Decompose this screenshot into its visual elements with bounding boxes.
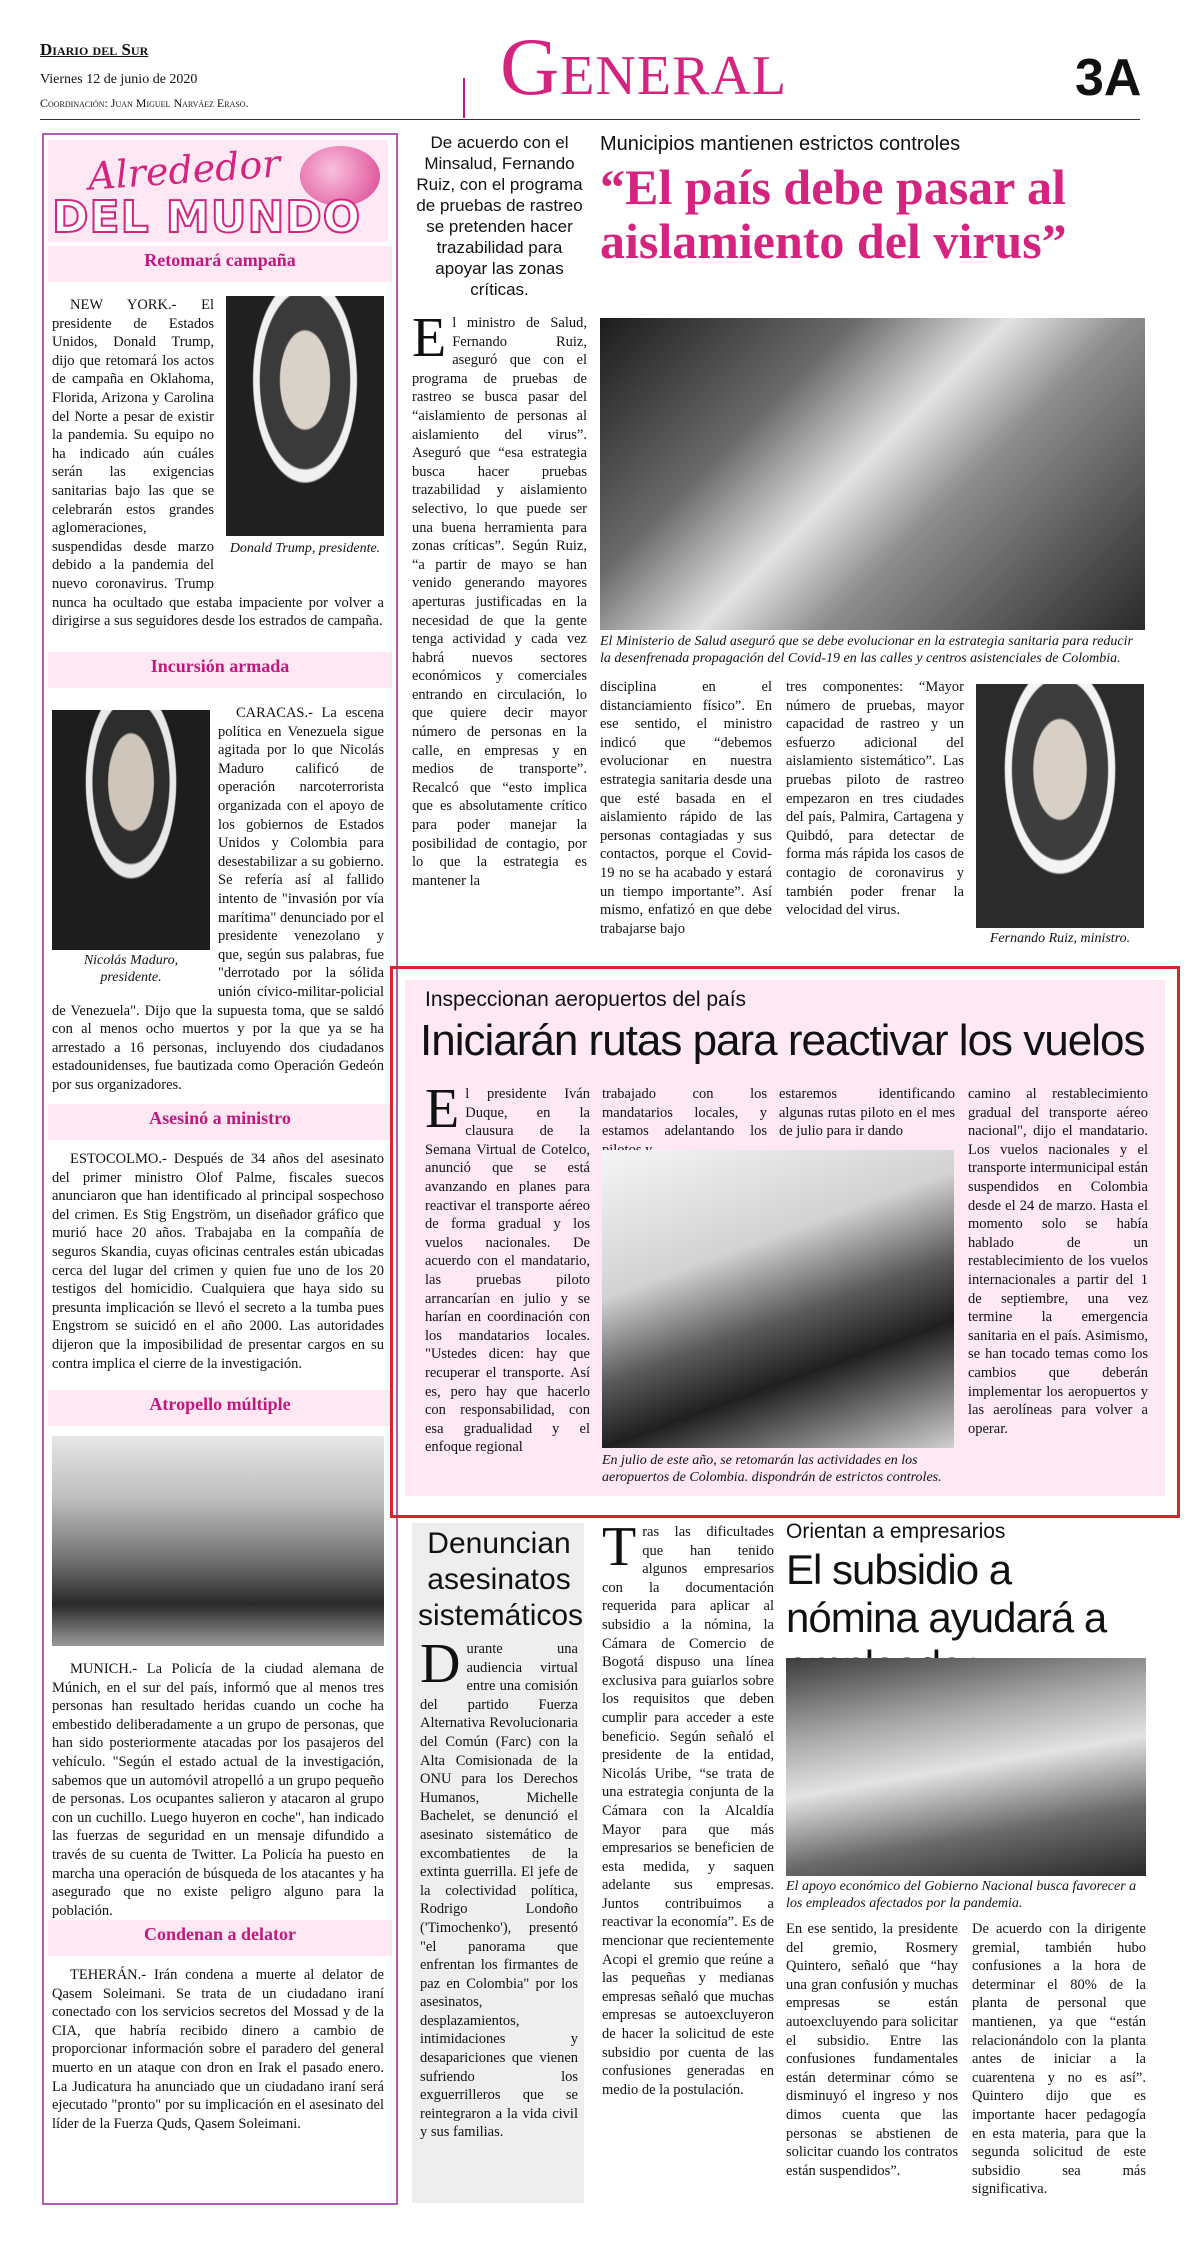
payroll-body-col1: Tras las dificultades que han tenido algunos empresarios con la documentación requerida para aplicar al subsidio a la nómina, la Cámara de Comercio de Bogotá dispuso una línea exclusiva para guiarlos sobre los requisitos que deben cumplir para acceder a este beneficio. Según señaló el presidente de la entidad, Nicolás Uribe, “se trata de una estrategia conjunta de la Cámara con la Alcaldía Mayor para que más empresarios se beneficien de esta medida, y saquen adelante sus empresas. Juntos contribuimos a reactivar la economía”. Es de mencionar que recientemente Acopi el gremio que reúne a las pequeñas y medianas empresas señaló que muchas empresas se autoexcluyeron de hacer la solicitud de este subsidio por cuenta de las confusiones generadas en medio de la postulación. <box>602 1516 774 2098</box>
story-body: ESTOCOLMO.- Después de 34 años del asesinato del primer ministro Olof Palme, fiscales suecos anunciaron que han identificado al principal sospechoso del crimen. Es Stig Engström, un diseñador gráfico que murió hace 20 años. Trabajaba en la compañía de seguros Skandia, cuyas oficinas centrales están ubicadas cerca del lugar del crimen y quien fue uno de los 20 testigos del homicidio. Cualquiera que haya sido su presunta implicación se llevó el secreto a la tumba pues Engstrom se suicidó en el año 2000. Las autoridades dijeron que la imposibilidad de presentar cargos en su contra implica el cierre de la investigación. <box>52 1151 384 1372</box>
drop-cap: T <box>602 1516 637 1578</box>
lead-body-col1: El ministro de Salud, Fernando Ruiz, aseguró que con el programa de pruebas de rastreo se busca pasar del “aislamiento de personas al aislamiento del virus”. Aseguró que “esa estrategia busca hacer pruebas trazabilidad y aislamiento selectivo, lo que puede ser una buena herramienta para zonas críticas”. Según Ruiz, “a partir de mayo se han venido generando mayores aperturas justificadas en la necesidad de que la gente tenga actividad y cada vez habrá nuevos sectores económicos y comerciales entrando en circulación, lo que quiere decir mayor número de personas en la calle, en empresas y en medios de transporte”. Recalcó que “esto implica que es absolutamente crítico para poder manejar la posibilidad de contagio, por lo que la estrategia es mantener la <box>412 307 587 889</box>
payroll-headline: El subsidio a nómina ayudará a <box>786 1546 1107 1641</box>
logo-main: DEL MUNDO <box>52 192 362 243</box>
story-kicker: Condenan a delator <box>143 1924 296 1944</box>
ruiz-photo <box>976 684 1144 928</box>
lead-summary: De acuerdo con el Minsalud, Fernando Ruiz, con el programa de pruebas de rastreo se pretenden hacer trazabilidad para apoyar las zonas críticas. <box>416 133 583 299</box>
section-title-rest: ENERAL <box>560 45 788 107</box>
story-body: NEW YORK.- El presidente de Estados Unidos, Donald Trump, dijo que retomará los actos de campaña en Oklahoma, Florida, Arizona y Carolina del Norte a pesar de existir la pandemia. Su equipo no ha indicado aún cuáles serán las exigencias sanitarias bajo las que se celebrarán estos grandes aglomeraciones, suspendidas desde marzo debido a la pandemia del nuevo coronavirus. Trump nunca ha ocultado que estaba impaciente por volver a dirigirse a sus seguidores desde los estrados de campaña. <box>52 297 384 630</box>
section-title <box>500 21 788 112</box>
market-photo <box>786 1658 1146 1876</box>
story-kicker: Incursión armada <box>150 656 290 676</box>
drop-cap: D <box>420 1633 461 1695</box>
flights-body-col3: estaremos identificando algunas rutas piloto en el mes de julio para ir dando <box>779 1086 955 1140</box>
lead-body-col2: disciplina en el distanciamiento físico”. En ese sentido, el ministro indicó que “debemos evolucionar en nuestra estrategia sanitaria desde una que esté basada en el aislamiento rápido de las personas contagiadas y sus contactos, porque el Covid-19 no se ha acabado y estará un tiempo importante”. Así mismo, enfatizó en que debe trabajarse bajo <box>600 679 772 937</box>
issue-date: Viernes 12 de junio de 2020 <box>40 72 198 87</box>
photo-caption: El Ministerio de Salud aseguró que se debe evolucionar en la estrategia sanitaria para reducir la desenfrenada propagación del Covid-19 en las calles y centros asistenciales de Colombia. <box>600 634 1133 666</box>
lead-kicker: Municipios mantienen estrictos controles <box>600 133 961 155</box>
payroll-body-col2: En ese sentido, la presidente del gremio, Rosmery Quintero, señaló que “hay una gran confusión y muchas empresas se están autoexcluyendo para solicitar el subsidio. Entre las confusiones fundamentales están determinar cómo se disminuyó el ingreso y nos dimos cuenta que las personas se abstienen de solicitar cuando los contratos están suspendidos”. <box>786 1921 958 2179</box>
section-title-initial: G <box>500 21 561 112</box>
flights-headline: Iniciarán rutas para reactivar los vuelos <box>420 1016 1145 1065</box>
health-lab-photo <box>600 318 1145 630</box>
payroll-body-col3: De acuerdo con la dirigente gremial, también hubo confusiones a la hora de determinar el 80% de la planta de personal que mantienen, ya que “están relacionándolo con la planta antes de iniciar a la cuarentena y no es así”. Quintero dijo que es importante hacer pedagogía en esta materia, para que la segunda solicitud de este subsidio sea más significativa. <box>972 1921 1146 2198</box>
photo-caption: Fernando Ruiz, ministro. <box>989 931 1131 946</box>
photo-caption: En julio de este año, se retomarán las actividades en los aeropuertos de Colombia. dispondrán de estrictos controles. <box>602 1453 942 1485</box>
page-number: 3A <box>1075 49 1142 107</box>
logo-script: Alrededor <box>86 141 282 199</box>
flights-body-col4: camino al restablecimiento gradual del transporte aéreo nacional", dijo el mandatario. Los vuelos nacionales y el transporte intermunicipal están suspendidos en Colombia desde el 24 de marzo. Hasta el momento solo se había hablado de un restablecimiento de los vuelos internacionales a partir del 1 de septiembre, una vez termine la emergencia sanitaria en el país. Asimismo, se han tocado temas como los cambios que deberán implementar los aeropuertos y las aerolíneas para volver a operar. <box>968 1086 1148 1437</box>
story-kicker: Retomará campaña <box>144 250 296 270</box>
story-body: TEHERÁN.- Irán condena a muerte al delator de Qasem Soleimani. Se trata de un ciudadano iraní conectado con los servicios secretos del Mossad y de la CIA, que habría recibido dinero a cambio de proporcionar información sobre el paradero del general muerto en un ataque con dron en Irak el pasado enero. La Judicatura ha anunciado que un ciudadano iraní será ejecutado "pronto" por su implicación en el asesinato del líder de la Fuerza Quds, Qasem Soleimani. <box>52 1967 384 2132</box>
masthead: Diario del Sur <box>40 40 149 59</box>
munich-police-photo <box>52 1436 384 1646</box>
story-body: MUNICH.- La Policía de la ciudad alemana de Múnich, en el sur del país, informó que al menos tres personas han resultado heridas cuando un coche ha embestido deliberadamente a un grupo de personas, que han sido posteriormente atacadas por los pasajeros del vehículo. "Según el estado actual de la investigación, sabemos que un automóvil atropelló a un grupo pequeño de personas. Los ocupantes salieron y atacaron al grupo con un cuchillo. Luego huyeron en coche", han indicado las fuerzas de seguridad en un mensaje difundido a través de su cuenta de Twitter. La Policía ha puesto en marcha una operación de búsqueda de los atacantes y ha asegurado que no existe peligro alguno para la población. <box>52 1661 384 1919</box>
story-kicker: Asesinó a ministro <box>149 1108 291 1128</box>
lead-body-col3: tres componentes: “Mayor número de pruebas, mayor capacidad de rastreo y un esfuerzo adicional del aislamiento sistemático”. Las pruebas piloto de rastreo empezaron en tres ciudades del país, Palmira, Cartagena y Quibdó, para detectar de forma más rápida los casos de contagio de coronavirus y también poder frenar la velocidad del virus. <box>786 679 964 919</box>
farc-headline: Denuncian asesinatos sistemáticos <box>418 1527 584 1632</box>
flights-body-col1: El presidente Iván Duque, en la clausura de la Semana Virtual de Cotelco, anunció que se está avanzando en planes para reactivar el transporte aéreo de forma gradual y los vuelos nacionales. De acuerdo con el mandatario, las pruebas piloto arrancarían en julio y se harían en coordinación con los mandatarios locales. "Ustedes dicen: hay que recuperar el transporte. Así es, pero hay que hacerlo con responsabilidad, con esa gradualidad y el enfoque regional <box>425 1078 590 1456</box>
story-body: CARACAS.- La escena política en Venezuela sigue agitada por lo que Nicolás Maduro calificó de operación narcoterrorista organizada con el apoyo de los gobiernos de Estados Unidos y Colombia para desestabilizar a su gobierno. Se refería así al fallido intento de "invasión por vía marítima" denunciado por el presidente venezolano y que, según sus palabras, fue "derrotado por la sólida unión cívico-militar-policial de Venezuela". Dijo que la supuesta toma, que se saldó con al menos ocho muertos y por la que ya se ha arrestado a 16 personas, incluyendo dos ciudadanos estadounidenses, fue bautizada como Operación Gedeón por sus organizadores. <box>52 705 384 1093</box>
lead-headline: “El país debe pasar al aislamiento del virus” <box>600 159 1067 269</box>
payroll-kicker: Orientan a empresarios <box>786 1520 1006 1543</box>
header-rule <box>40 119 1140 120</box>
airport-photo <box>602 1150 954 1448</box>
coordination-credit: Coordinación: Juan Miguel Narváez Eraso. <box>40 96 249 110</box>
photo-caption: Nicolás Maduro, presidente. <box>83 953 179 985</box>
story-kicker: Atropello múltiple <box>149 1394 291 1414</box>
drop-cap: E <box>425 1078 460 1140</box>
farc-body: Durante una audiencia virtual entre una comisión del partido Fuerza Alternativa Revolucionaria del Común (Farc) con la Alta Comisionada de la ONU para los Derechos Humanos, Michelle Bachelet, se denunció el asesinato sistemático de excombatientes de la extinta guerrilla. El jefe de la colectividad política, Rodrigo Londoño ('Timochenko'), presentó "el panorama que enfrentan los firmantes de paz en Colombia" por los asesinatos, desplazamientos, intimidaciones y desapariciones que vienen sufriendo los exguerrilleros que se reintegraron a la vida civil y sus familias. <box>420 1633 578 2141</box>
photo-caption: El apoyo económico del Gobierno Nacional busca favorecer a los empleados afectados por la pandemia. <box>786 1879 1137 1911</box>
flights-body-col2: trabajado con los mandatarios locales, y estamos adelantando los <box>602 1086 767 1140</box>
photo-caption: Donald Trump, presidente. <box>229 541 381 556</box>
drop-cap: E <box>412 307 447 369</box>
flights-kicker: Inspeccionan aeropuertos del país <box>425 988 747 1011</box>
header-divider <box>463 78 465 118</box>
